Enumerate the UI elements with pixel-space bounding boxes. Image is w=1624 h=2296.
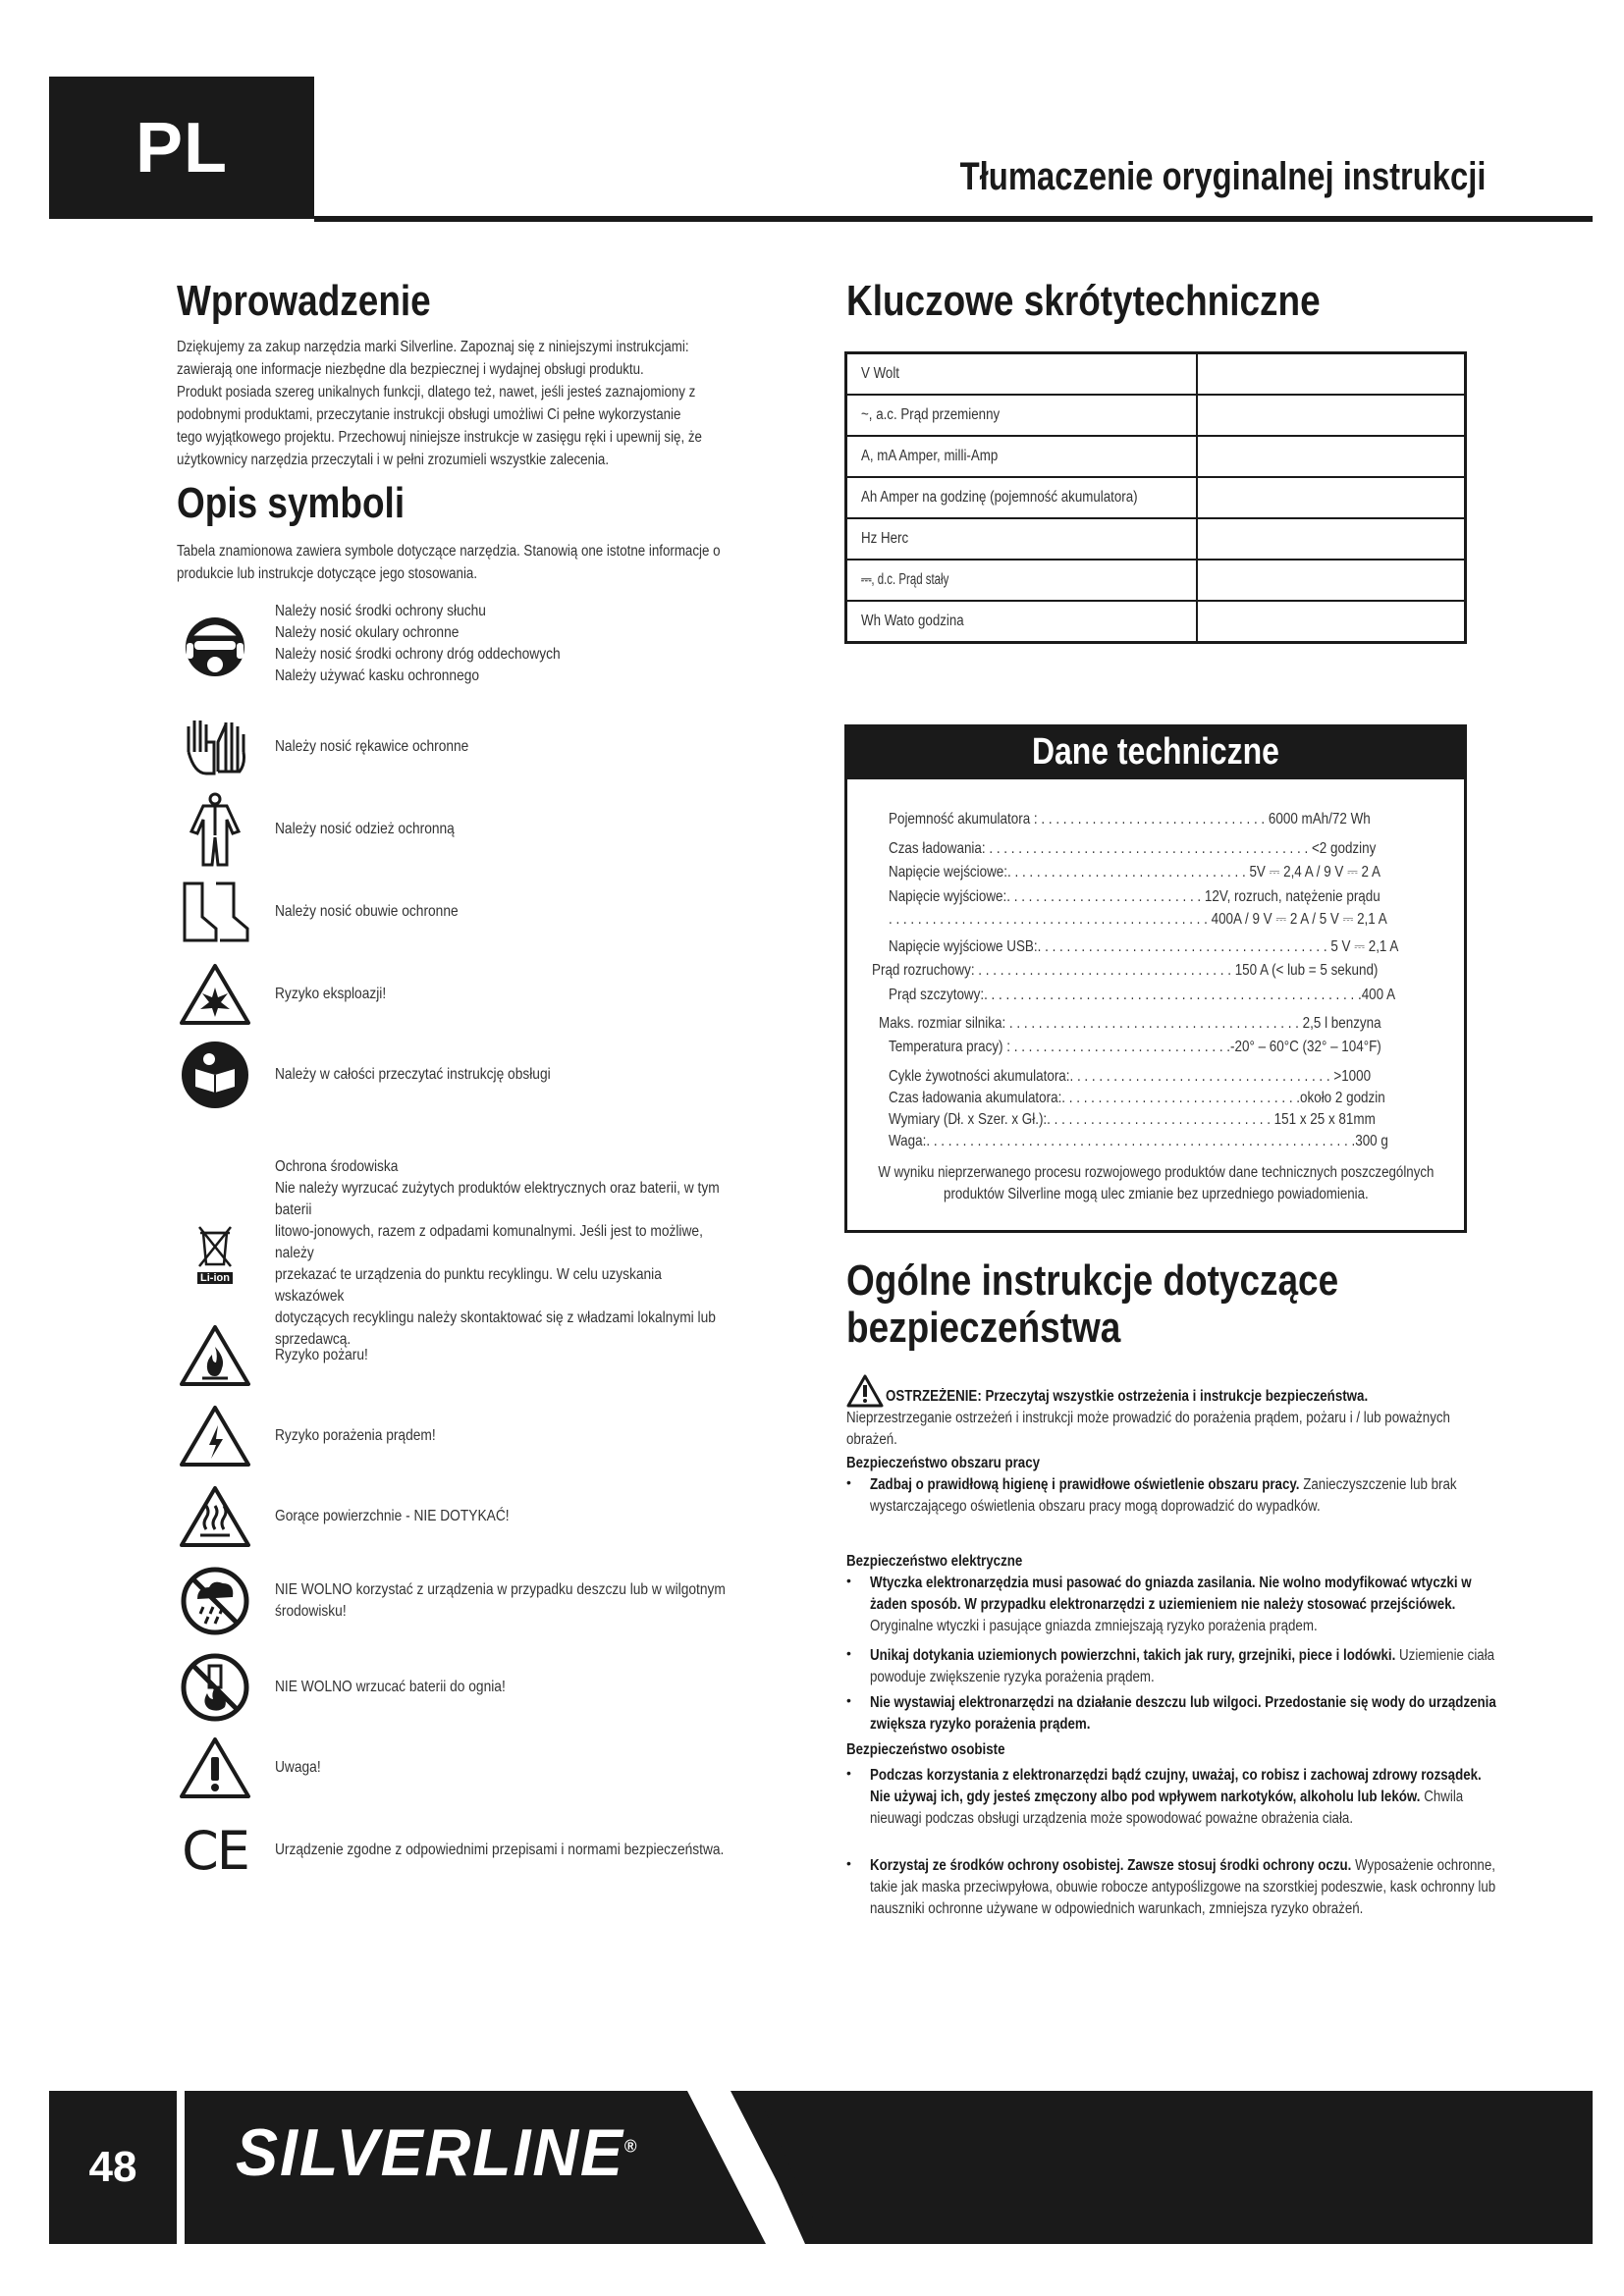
symbol-text: NIE WOLNO wrzucać baterii do ognia! [275,1679,506,1695]
symbol-text: Gorące powierzchnie - NIE DOTYKAĆ! [275,1508,510,1524]
bullet: • [846,1645,851,1661]
fire-warning-icon [177,1317,253,1394]
table-row: A, mA Amper, milli-Amp [846,436,1466,477]
tech-data-heading: Dane techniczne [844,724,1467,779]
intro-text: Dziękujemy za zakup narzędzia marki Silverline. Zapoznaj się z niniejszymi instrukcjami: zawierają one informacje niezbędne dla bezpiecznej i wydajnej obsługi produktu. Produkt posiada szereg unikalnych funkcji, dlatego też, nawet, jeśli jesteś zaznajomiony z podobnymi produktami, przeczytanie instrukcji obsługi umożliwi Ci pełne wykorzystanie tego wyjątkowego projektu. Przechowuj niniejsze instrukcje w zasięgu ręki i upewnij się, że użytkownicy narzędzia przeczytali i w pełni zrozumieli wszystkie zalecenia. [177,339,702,468]
page-number: 48 [88,2143,137,2191]
bullet: • [846,1765,851,1781]
hot-surface-warning-icon [177,1478,253,1555]
symbol-text: Należy nosić rękawice ochronne [275,738,469,755]
spec-row: Waga:. . . . . . . . . . . . . . . . . . . . . . . . . . . . . . . . . . . . . . . . . . . . . . . . . . . . . . . . . . .300 g [889,1133,1388,1149]
ppe-head-icon [177,606,253,682]
table-row: Ah Amper na godzinę (pojemność akumulatora) [846,477,1466,518]
symbols-heading: Opis symboli [177,479,406,527]
table-row: Wh Wato godzina [846,601,1466,643]
symbol-row-ppe [177,601,805,687]
silverline-logo: SILVERLINE® [236,2115,639,2190]
explosion-warning-icon [177,956,253,1033]
symbol-text: Ryzyko eksploazji! [275,986,387,1002]
coverall-icon [177,791,253,868]
spec-row: Maks. rozmiar silnika: . . . . . . . . . . . . . . . . . . . . . . . . . . . . . . . . . . . . . . . . 2,5 l benzyna [879,1015,1381,1032]
spec-row: Temperatura pracy) : . . . . . . . . . . . . . . . . . . . . . . . . . . . . . .-20° – 60°C (32° – 104°F) [889,1039,1381,1055]
symbol-row-manual [177,1037,805,1113]
symbol-row-no-fire [177,1649,805,1726]
symbol-text: Należy w całości przeczytać instrukcję obsługi [275,1066,551,1083]
symbol-text: Ochrona środowiska Nie należy wyrzucać zużytych produktów elektrycznych oraz baterii, w tym baterii litowo-jonowych, razem z odpadami komunalnymi. Jeśli jest to możliwe, należy przekazać te urządzenia do punktu recyklingu. W celu uzyskania wskazówek dotyczących recyklingu należy skontaktować się z władzami lokalnymi lub sprzedawcą. [275,1158,720,1348]
personal-item-2: Korzystaj ze środków ochrony osobistej. Zawsze stosuj środki ochrony oczu. Wyposażenie ochronne, takie jak maska przeciwpyłowa, obuwie robocze antypoślizgowe na szorstkiej podeszwie, kask ochronny lub nauszniki ochronne używane w odpowiednich warunkach, zmniejsza ryzyko obrażeń. [870,1857,1496,1917]
warning-text: Nieprzestrzeganie ostrzeżeń i instrukcji może prowadzić do porażenia prądem, pożaru i / lub poważnych obrażeń. [846,1410,1450,1448]
bullet: • [846,1573,851,1588]
language-code: PL [135,108,228,187]
bullet: • [846,1692,851,1708]
work-area-heading: Bezpieczeństwo obszaru pracy [846,1455,1041,1471]
symbol-row-explosion [177,956,805,1033]
spec-row: Prąd rozruchowy: . . . . . . . . . . . . . . . . . . . . . . . . . . . . . . . . . . . 150 A (< lub = 5 sekund) [872,962,1379,979]
personal-heading: Bezpieczeństwo osobiste [846,1741,1005,1758]
table-row: Hz Herc [846,518,1466,560]
page-title: Tłumaczenie oryginalnej instrukcji [960,155,1487,198]
electric-shock-warning-icon [177,1398,253,1474]
abbreviations-heading: Kluczowe skrótytechniczne [846,277,1321,325]
symbol-text: NIE WOLNO korzystać z urządzenia w przypadku deszczu lub w wilgotnym środowisku! [275,1581,726,1620]
wheelie-bin-li-ion-icon [177,1215,253,1292]
symbol-text: Ryzyko porażenia prądem! [275,1427,436,1444]
symbol-text: Urządzenie zgodne z odpowiednimi przepisami i normami bezpieczeństwa. [275,1842,725,1858]
symbols-intro: Tabela znamionowa zawiera symbole dotyczące narzędzia. Stanowią one istotne informacje o produkcie lub instrukcje dotyczące jego stosowania. [177,543,721,582]
electrical-item-2: Unikaj dotykania uziemionych powierzchni, takich jak rury, grzejniki, piece i lodówki. Uziemienie ciała powoduje zwiększenie ryzyka porażenia prądem. [870,1647,1495,1685]
symbol-row-boots [177,874,805,950]
no-rain-use-icon [177,1563,253,1639]
electrical-heading: Bezpieczeństwo elektryczne [846,1553,1023,1570]
header-rule [314,216,1593,222]
spec-row: Czas ładowania: . . . . . . . . . . . . . . . . . . . . . . . . . . . . . . . . . . . . . . . . . . . . <2 godziny [889,840,1377,857]
no-battery-in-fire-icon [177,1649,253,1726]
caution-warning-icon [177,1730,253,1806]
spec-row: Napięcie wejściowe:. . . . . . . . . . . . . . . . . . . . . . . . . . . . . . . . . 5V ⎓ 2,4 A / 9 V ⎓ 2 A [889,864,1380,881]
work-area-item: Zadbaj o prawidłową higienę i prawidłowe oświetlenie obszaru pracy. Zanieczyszczenie lub brak wystarczającego oświetlenia obszaru pracy mogą doprowadzić do wypadków. [870,1476,1457,1515]
table-row: ⎓, d.c. Prąd stały [846,560,1466,601]
abbreviations-table [844,351,1467,644]
symbol-row-ce [177,1812,805,1889]
spec-row: Cykle żywotności akumulatora:. . . . . . . . . . . . . . . . . . . . . . . . . . . . . . . . . . . . >1000 [889,1068,1372,1085]
ce-mark-icon: CE [182,1819,248,1882]
table-row: ~, a.c. Prąd przemienny [846,395,1466,436]
symbol-row-gloves [177,709,805,785]
dc-symbol: ⎓ [861,571,872,588]
symbol-text: Ryzyko pożaru! [275,1347,368,1363]
spec-row: Czas ładowania akumulatora:. . . . . . . . . . . . . . . . . . . . . . . . . . . . . . . . .około 2 godzin [889,1090,1385,1106]
spec-row: Prąd szczytowy:. . . . . . . . . . . . . . . . . . . . . . . . . . . . . . . . . . . . . . . . . . . . . . . . . . . .400 A [889,987,1396,1003]
symbol-text: Uwaga! [275,1759,321,1776]
spec-row: Pojemność akumulatora : . . . . . . . . . . . . . . . . . . . . . . . . . . . . . . . 6000 mAh/72 Wh [889,811,1371,828]
li-ion-label: Li-ion [197,1272,233,1284]
spec-row: Wymiary (Dł. x Szer. x Gł.):. . . . . . . . . . . . . . . . . . . . . . . . . . . . . . . 151 x 25 x 81mm [889,1111,1376,1128]
gloves-icon [177,709,253,785]
boots-icon [177,874,253,950]
footer-slash [687,2091,825,2249]
bullet: • [846,1855,851,1871]
symbol-text: Należy nosić środki ochrony słuchu Należy nosić okulary ochronne Należy nosić środki ochrony dróg oddechowych Należy używać kasku ochronnego [275,603,561,684]
table-row: V Wolt [846,353,1466,396]
intro-heading: Wprowadzenie [177,277,431,325]
bullet: • [846,1474,851,1490]
spec-row: Napięcie wyjściowe:. . . . . . . . . . . . . . . . . . . . . . . . . . . 12V, rozruch, natężenie prądu [889,888,1380,905]
symbol-row-shock [177,1398,805,1474]
symbol-row-hot-surface [177,1478,805,1555]
personal-item-1: Podczas korzystania z elektronarzędzi bądź czujny, uważaj, co robisz i zachowaj zdrowy rozsądek. Nie używaj ich, gdy jesteś zmęczony albo pod wpływem narkotyków, alkoholu lub leków. Chwila nieuwagi podczas obsługi urządzenia może spowodować poważne obrażenia ciała. [870,1767,1482,1827]
spec-row: . . . . . . . . . . . . . . . . . . . . . . . . . . . . . . . . . . . . . . . . . . . . 400A / 9 V ⎓ 2 A / 5 V ⎓ 2,1 A [889,911,1387,928]
safety-heading-line2: bezpieczeństwa [846,1304,1121,1352]
electrical-item-1: Wtyczka elektronarzędzia musi pasować do gniazda zasilania. Nie wolno modyfikować wtyczki w żaden sposób. W przypadku elektronarzędzi z uziemieniem nie należy stosować przejściówek. Oryginalne wtyczki i pasujące gniazda zmniejszają ryzyko porażenia prądem. [870,1575,1472,1634]
symbol-row-no-rain [177,1563,805,1639]
read-manual-icon [177,1037,253,1113]
safety-heading-line1: Ogólne instrukcje dotyczące [846,1256,1339,1305]
spec-row: Napięcie wyjściowe USB:. . . . . . . . . . . . . . . . . . . . . . . . . . . . . . . . . . . . . . . . 5 V ⎓ 2,1 A [889,938,1399,955]
symbol-row-caution [177,1730,805,1806]
symbol-row-coverall [177,791,805,868]
symbol-text: Należy nosić odzież ochronną [275,821,455,837]
warning-bold: OSTRZEŻENIE: Przeczytaj wszystkie ostrzeżenia i instrukcje bezpieczeństwa. [886,1388,1369,1405]
electrical-item-3: Nie wystawiaj elektronarzędzi na działanie deszczu lub wilgoci. Przedostanie się wody do urządzenia zwiększa ryzyko porażenia prądem. [870,1694,1496,1733]
footer-divider [177,2091,185,2244]
tech-data-note: W wyniku nieprzerwanego procesu rozwojowego produktów dane technicznych poszczególnych produktów Silverline mogą ulec zmianie bez uprzedniego powiadomienia. [878,1164,1435,1202]
symbol-text: Należy nosić obuwie ochronne [275,903,459,920]
symbol-row-fire [177,1317,805,1394]
